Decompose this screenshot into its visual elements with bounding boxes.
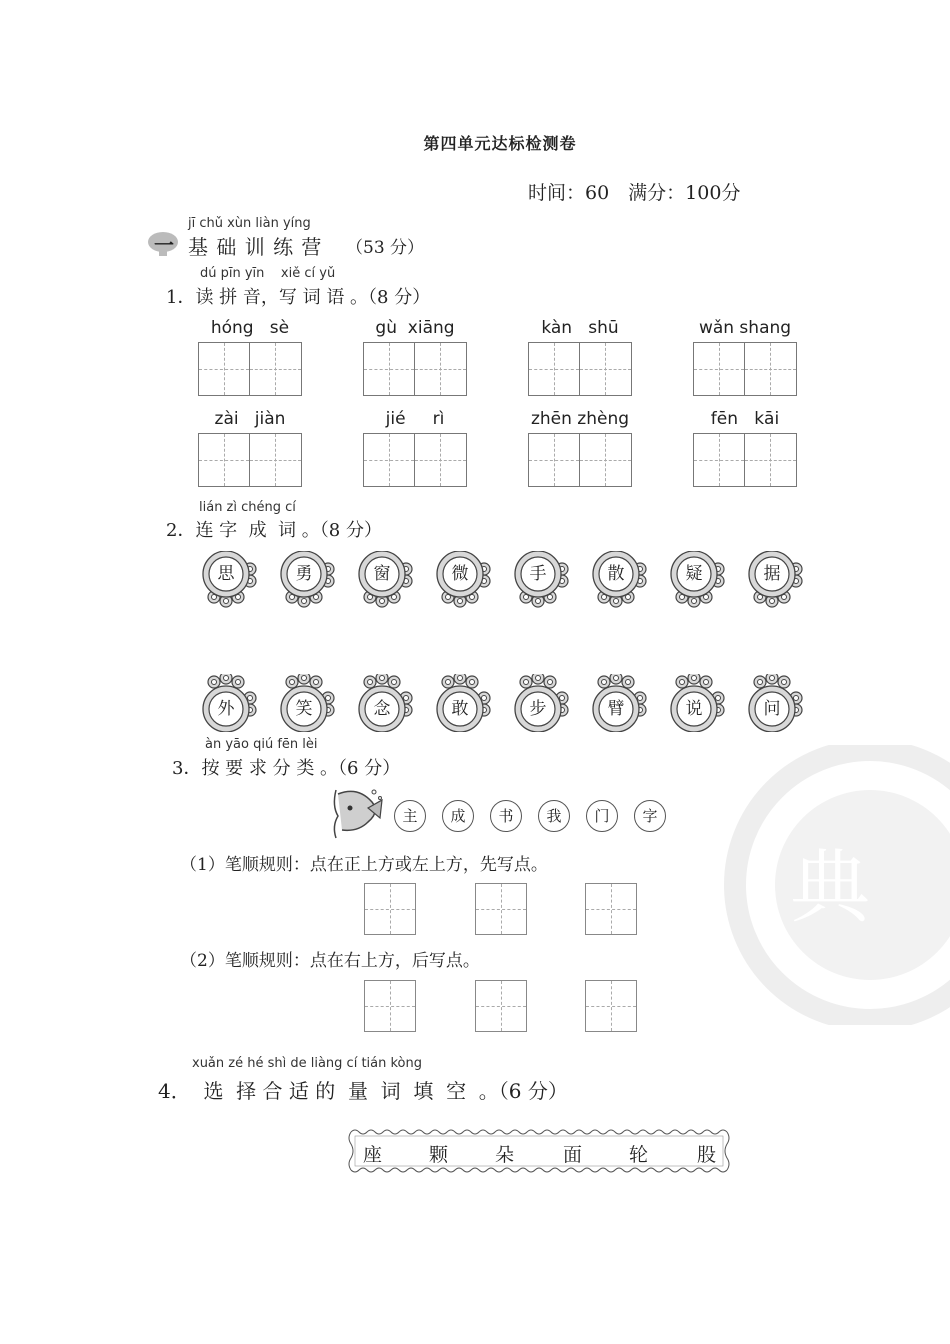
section1-badge (147, 231, 179, 257)
flower-char: 手 (529, 564, 547, 584)
q1-text: 1．读 拼 音，写 词 语 。（8 分） (166, 287, 431, 308)
q3-pinyin: àn yāo qiú fēn lèi (205, 737, 318, 752)
section1-pinyin: jī chǔ xùn liàn yíng (188, 216, 311, 231)
q3-char-bubble: 字 (634, 800, 666, 832)
grid-cell[interactable] (580, 434, 631, 486)
grid-pinyin: gù xiāng (375, 318, 455, 338)
measure-word: 朵 (495, 1144, 515, 1166)
q3-char-bubble: 成 (442, 800, 474, 832)
page-title: 第四单元达标检测卷 (423, 134, 577, 153)
grid-cell[interactable] (745, 343, 796, 395)
q3-char-bubble: 门 (586, 800, 618, 832)
q3-answer-box[interactable] (364, 980, 416, 1032)
grid-cell[interactable] (199, 343, 250, 395)
flower-char-node[interactable] (434, 674, 494, 730)
grid-pinyin: hóng sè (210, 318, 290, 338)
flower-char-node[interactable] (668, 551, 728, 607)
flower-char: 散 (607, 564, 625, 584)
flower-char-node[interactable] (278, 674, 338, 730)
flower-char: 敢 (451, 699, 469, 719)
flower-char-node[interactable] (278, 551, 338, 607)
grid-cell[interactable] (415, 343, 466, 395)
measure-word-box (347, 1128, 731, 1174)
writing-grid[interactable] (363, 342, 467, 396)
flower-char-node[interactable] (200, 674, 260, 730)
flower-char: 外 (217, 699, 235, 719)
flower-char: 微 (451, 564, 469, 584)
grid-pinyin: jié rì (385, 409, 445, 429)
flower-char-node[interactable] (434, 551, 494, 607)
grid-cell[interactable] (415, 434, 466, 486)
flower-char: 臂 (607, 699, 625, 719)
writing-grid[interactable] (693, 433, 797, 487)
grid-cell[interactable] (250, 343, 301, 395)
grid-pinyin: zhēn zhèng (530, 409, 630, 429)
measure-word: 轮 (629, 1144, 649, 1166)
q3-answer-box[interactable] (585, 980, 637, 1032)
writing-grid[interactable] (198, 433, 302, 487)
flower-char: 据 (763, 564, 781, 584)
q2-text: 2．连 字 成 词 。（8 分） (166, 520, 382, 541)
grid-cell[interactable] (694, 434, 745, 486)
grid-pinyin: wǎn shang (698, 318, 792, 338)
flower-char: 念 (373, 699, 391, 719)
grid-cell[interactable] (364, 343, 415, 395)
flower-char-node[interactable] (746, 551, 806, 607)
measure-word: 座 (363, 1144, 383, 1166)
writing-grid[interactable] (693, 342, 797, 396)
grid-cell[interactable] (199, 434, 250, 486)
flower-char: 窗 (373, 564, 391, 584)
section1-label: 基 础 训 练 营 (188, 235, 323, 259)
q3-rule1: （1）笔顺规则：点在正上方或左上方，先写点。 (180, 855, 548, 875)
measure-word: 股 (697, 1144, 717, 1166)
q3-char-bubble: 书 (490, 800, 522, 832)
grid-cell[interactable] (580, 343, 631, 395)
flower-char-node[interactable] (512, 674, 572, 730)
watermark-seal (720, 745, 950, 1025)
writing-grid[interactable] (198, 342, 302, 396)
writing-grid[interactable] (528, 433, 632, 487)
q4-text: 4． 选 择 合 适 的 量 词 填 空 。（6 分） (158, 1079, 568, 1103)
flower-char-node[interactable] (356, 674, 416, 730)
section1-score: （53 分） (346, 238, 425, 258)
flower-char: 疑 (685, 564, 703, 584)
section1-number: 一 (154, 233, 174, 257)
flower-char-node[interactable] (200, 551, 260, 607)
q3-answer-box[interactable] (475, 883, 527, 935)
q3-char-bubble: 主 (394, 800, 426, 832)
flower-char: 说 (685, 699, 703, 719)
q3-rule2: （2）笔顺规则：点在右上方，后写点。 (180, 951, 480, 971)
flower-char-node[interactable] (668, 674, 728, 730)
q3-answer-box[interactable] (585, 883, 637, 935)
q2-pinyin: lián zì chéng cí (199, 500, 296, 515)
grid-pinyin: kàn shū (541, 318, 619, 338)
q3-answer-box[interactable] (364, 883, 416, 935)
flower-char-node[interactable] (590, 674, 650, 730)
grid-cell[interactable] (529, 434, 580, 486)
grid-cell[interactable] (694, 343, 745, 395)
grid-cell[interactable] (745, 434, 796, 486)
q3-answer-box[interactable] (475, 980, 527, 1032)
flower-char-node[interactable] (512, 551, 572, 607)
flower-char: 问 (763, 699, 781, 719)
q3-text: 3．按 要 求 分 类 。（6 分） (172, 758, 401, 779)
grid-cell[interactable] (529, 343, 580, 395)
watermark-char: 典 (790, 841, 870, 934)
measure-word: 面 (563, 1144, 583, 1166)
flower-char-node[interactable] (746, 674, 806, 730)
flower-char: 步 (529, 699, 547, 719)
flower-char: 思 (217, 564, 235, 584)
flower-char-node[interactable] (356, 551, 416, 607)
grid-pinyin: fēn kāi (710, 409, 780, 429)
flower-char-node[interactable] (590, 551, 650, 607)
watermark-seal-graphic (720, 745, 950, 1025)
fish-icon (328, 786, 390, 842)
flower-char: 勇 (295, 564, 313, 584)
decorative-border (347, 1128, 731, 1174)
grid-cell[interactable] (250, 434, 301, 486)
writing-grid[interactable] (528, 342, 632, 396)
flower-char: 笑 (295, 699, 313, 719)
q3-char-bubble: 我 (538, 800, 570, 832)
grid-pinyin: zài jiàn (214, 409, 286, 429)
grid-cell[interactable] (364, 434, 415, 486)
q1-pinyin: dú pīn yīn xiě cí yǔ (200, 266, 336, 281)
writing-grid[interactable] (363, 433, 467, 487)
time-info: 时间：60 满分：100分 (528, 182, 741, 204)
q4-pinyin: xuǎn zé hé shì de liàng cí tián kòng (192, 1056, 422, 1071)
measure-word: 颗 (429, 1144, 449, 1166)
